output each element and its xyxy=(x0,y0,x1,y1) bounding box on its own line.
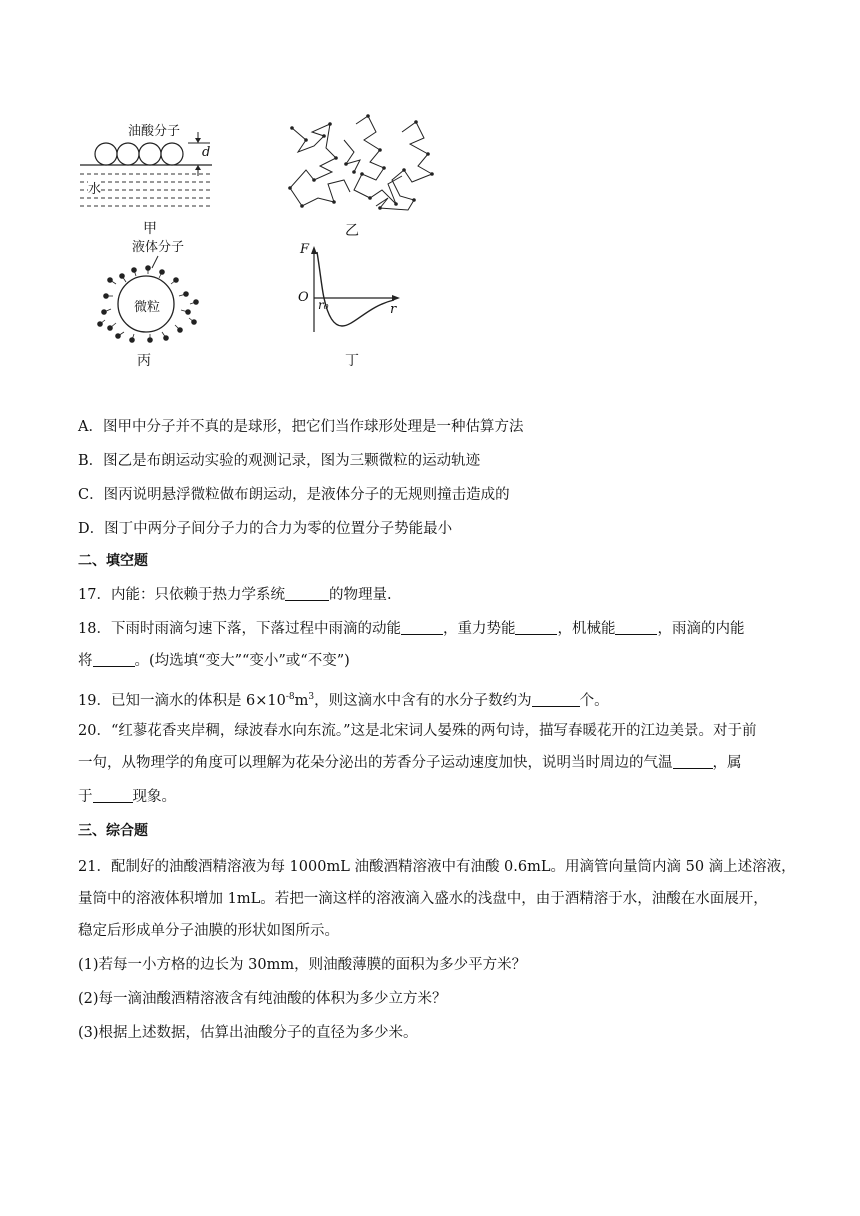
q18-blank-kinetic[interactable] xyxy=(401,620,443,635)
label-particle: 微粒 xyxy=(134,300,161,315)
q20-blank-phenomenon[interactable] xyxy=(93,788,133,803)
q20-text-2a: 一句，从物理学的角度可以理解为花朵分泌出的芳香分子运动速度加快，说明当时周边的气温 xyxy=(78,755,673,771)
q19-unit: m xyxy=(294,692,309,709)
figure-ding xyxy=(296,240,406,340)
question-21-sub2: (2)每一滴油酸酒精溶液含有纯油酸的体积为多少立方米？ xyxy=(78,991,447,1007)
option-c: C．图丙说明悬浮微粒做布朗运动，是液体分子的无规则撞击造成的 xyxy=(78,487,510,503)
question-21-line1: 21．配制好的油酸酒精溶液为每 1000mL 油酸酒精溶液中有油酸 0.6mL。用滴管向量筒内滴 50 滴上述溶液， xyxy=(78,859,796,875)
question-20-line3 xyxy=(78,787,786,807)
q18-part1: 18．下雨时雨滴匀速下落，下落过程中雨滴的动能 xyxy=(78,621,401,637)
question-18-line1 xyxy=(78,619,786,639)
brownian-trajectory-drawing xyxy=(284,110,444,216)
q18-blank-internal[interactable] xyxy=(93,652,135,667)
option-b: B．图乙是布朗运动实验的观测记录，图为三颗微粒的运动轨迹 xyxy=(78,453,481,469)
figure-bing xyxy=(96,236,206,344)
q18-part4: ，雨滴的内能 xyxy=(657,621,745,637)
q19-unit-exponent: 3 xyxy=(308,692,315,702)
q17-blank[interactable] xyxy=(285,586,329,601)
question-21-line3: 稳定后形成单分子油膜的形状如图所示。 xyxy=(78,923,339,939)
q18-part3: ，机械能 xyxy=(557,621,616,637)
q20-text-3a: 于 xyxy=(78,789,93,805)
q17-text-after: 的物理量. xyxy=(328,587,392,603)
q18-blank-mechanical[interactable] xyxy=(615,620,657,635)
q17-text-before: 17．内能：只依赖于热力学系统 xyxy=(78,587,285,603)
question-18-line2 xyxy=(78,651,786,671)
figure-jia xyxy=(78,118,218,218)
label-liquid-molecule: 液体分子 xyxy=(132,240,185,255)
q20-text-2b: ，属 xyxy=(712,755,742,771)
option-a: A．图甲中分子并不真的是球形，把它们当作球形处理是一种估算方法 xyxy=(78,419,524,435)
question-21-line2: 量筒中的溶液体积增加 1mL。若把一滴这样的溶液滴入盛水的浅盘中，由于酒精溶于水，油酸在水面展开， xyxy=(78,891,768,907)
question-20-line2 xyxy=(78,753,786,773)
question-17 xyxy=(78,585,786,605)
q18-part5: 将 xyxy=(78,653,93,669)
q19-exponent: -8 xyxy=(285,692,295,702)
caption-yi: 乙 xyxy=(345,223,359,239)
q20-blank-temperature[interactable] xyxy=(673,754,713,769)
label-r: r xyxy=(390,302,397,317)
force-distance-graph xyxy=(296,240,406,340)
label-oleic-molecule: 油酸分子 xyxy=(128,124,181,139)
label-F: F xyxy=(300,242,310,257)
label-water: 水 xyxy=(88,178,101,197)
question-19 xyxy=(78,687,786,711)
q19-text-end: 个。 xyxy=(579,692,609,709)
section-heading-comprehensive: 三、综合题 xyxy=(78,823,148,839)
question-20-line1: 20．“红蓼花香夹岸稠，绿波春水向东流。”这是北宋词人晏殊的两句诗，描写春暖花开的江边美景。对于前 xyxy=(78,723,757,739)
q19-text-before: 19．已知一滴水的体积是 6×10 xyxy=(78,692,286,709)
q20-text-3b: 现象。 xyxy=(132,789,176,805)
caption-ding: 丁 xyxy=(345,353,359,369)
option-d: D．图丁中两分子间分子力的合力为零的位置分子势能最小 xyxy=(78,521,453,537)
q19-blank[interactable] xyxy=(532,692,580,707)
caption-bing: 丙 xyxy=(137,353,151,369)
q18-part6: 。(均选填“变大”“变小”或“不变”) xyxy=(134,653,350,669)
question-21-sub1: (1)若每一小方格的边长为 30mm，则油酸薄膜的面积为多少平方米？ xyxy=(78,957,527,973)
q18-part2: ，重力势能 xyxy=(442,621,516,637)
caption-jia: 甲 xyxy=(143,221,157,237)
figure-yi xyxy=(284,110,444,216)
section-heading-fill-blank: 二、填空题 xyxy=(78,553,148,569)
label-O: O xyxy=(298,290,309,305)
q18-blank-potential[interactable] xyxy=(515,620,557,635)
label-r0: r₀ xyxy=(318,298,329,312)
q19-text-after: ，则这滴水中含有的水分子数约为 xyxy=(314,692,532,709)
label-d: d xyxy=(202,145,211,160)
question-21-sub3: (3)根据上述数据，估算出油酸分子的直径为多少米。 xyxy=(78,1025,418,1041)
